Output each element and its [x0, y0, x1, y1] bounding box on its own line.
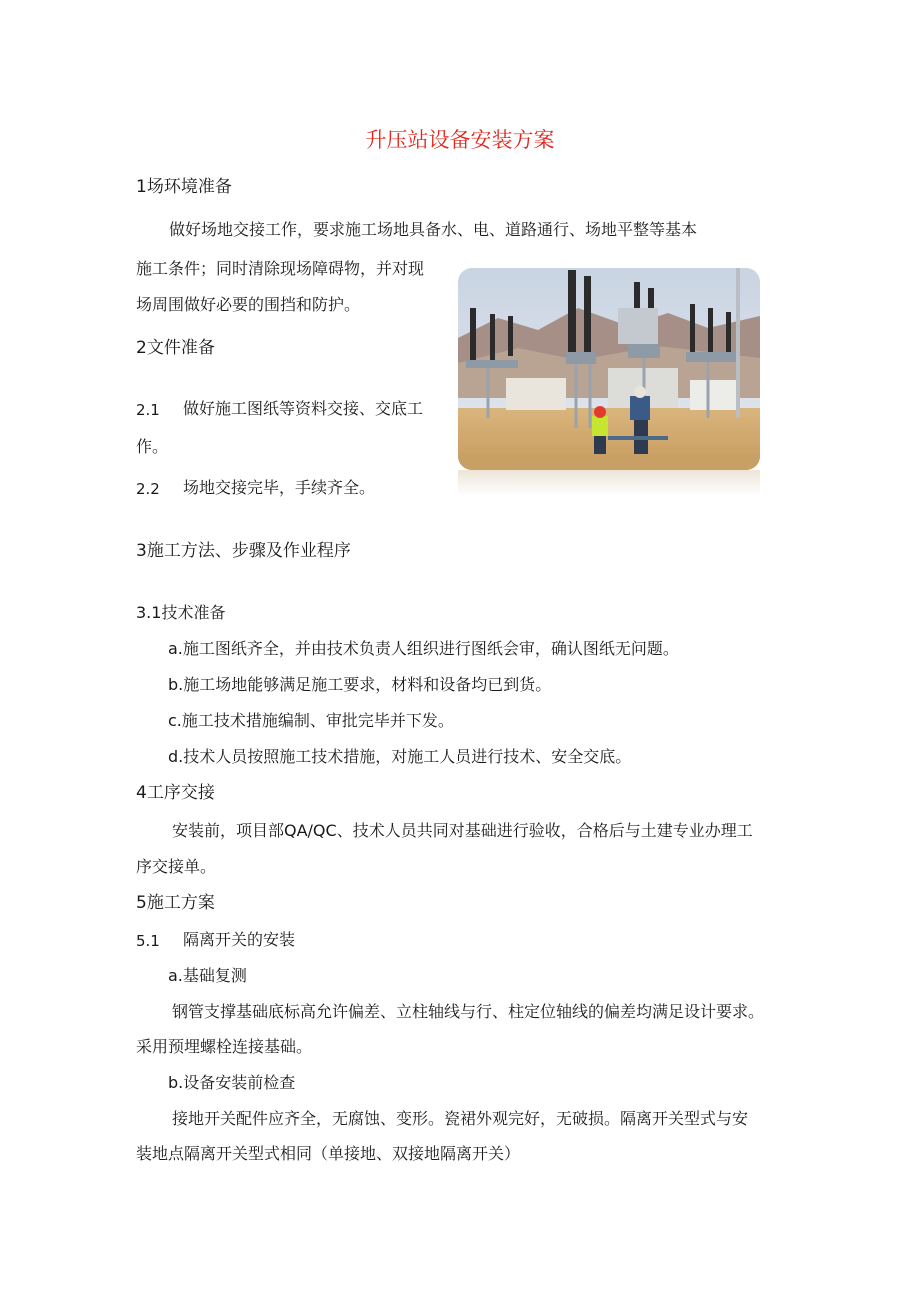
substation-photo-illustration — [458, 268, 760, 470]
section-3-heading: 3施工方法、步骤及作业程序 — [136, 541, 351, 561]
item-2-1-number: 2.1 — [136, 401, 160, 419]
substation-photo — [458, 268, 760, 470]
item-5-1-a-line-1: 钢管支撑基础底标高允许偏差、立柱轴线与行、柱定位轴线的偏差均满足设计要求。 — [172, 1002, 765, 1021]
section-1-paragraph-line-1: 做好场地交接工作，要求施工场地具备水、电、道路通行、场地平整等基本 — [169, 220, 698, 239]
item-5-1-number: 5.1 — [136, 932, 160, 950]
section-5-heading: 5施工方案 — [136, 893, 215, 913]
section-4-paragraph-line-1: 安装前，项目部QA/QC、技术人员共同对基础进行验收，合格后与土建专业办理工 — [172, 821, 753, 840]
photo-reflection — [458, 470, 760, 496]
section-4-heading: 4工序交接 — [136, 783, 215, 803]
section-1-heading: 1场环境准备 — [136, 177, 232, 197]
item-5-1-b-line-1: 接地开关配件应齐全，无腐蚀、变形。瓷裙外观完好，无破损。隔离开关型式与安 — [172, 1109, 749, 1128]
item-2-1-line-1: 做好施工图纸等资料交接、交底工 — [183, 399, 424, 418]
section-4-paragraph-line-2: 序交接单。 — [136, 857, 217, 876]
item-3-1-b: b.施工场地能够满足施工要求，材料和设备均已到货。 — [168, 675, 552, 694]
section-2-heading: 2文件准备 — [136, 338, 215, 358]
item-5-1-b-line-2: 装地点隔离开关型式相同（单接地、双接地隔离开关） — [136, 1144, 521, 1163]
item-3-1-a: a.施工图纸齐全，并由技术负责人组织进行图纸会审，确认图纸无问题。 — [168, 639, 679, 658]
section-1-paragraph-line-2: 施工条件；同时清除现场障碍物，并对现 — [136, 259, 425, 278]
item-2-2-number: 2.2 — [136, 480, 160, 498]
item-2-1-line-2: 作。 — [136, 437, 169, 456]
item-2-2-text: 场地交接完毕，手续齐全。 — [183, 478, 376, 497]
item-5-1-a-title: a.基础复测 — [168, 966, 247, 985]
item-5-1-text: 隔离开关的安装 — [183, 930, 296, 949]
item-5-1-b-title: b.设备安装前检查 — [168, 1073, 296, 1092]
item-5-1-a-line-2: 采用预埋螺栓连接基础。 — [136, 1037, 313, 1056]
item-3-1-c: c.施工技术措施编制、审批完毕并下发。 — [168, 711, 454, 730]
item-3-1-d: d.技术人员按照施工技术措施，对施工人员进行技术、安全交底。 — [168, 747, 632, 766]
subsection-3-1-heading: 3.1技术准备 — [136, 603, 226, 622]
document-title: 升压站设备安装方案 — [365, 128, 555, 152]
section-1-paragraph-line-3: 场周围做好必要的围挡和防护。 — [136, 295, 361, 314]
